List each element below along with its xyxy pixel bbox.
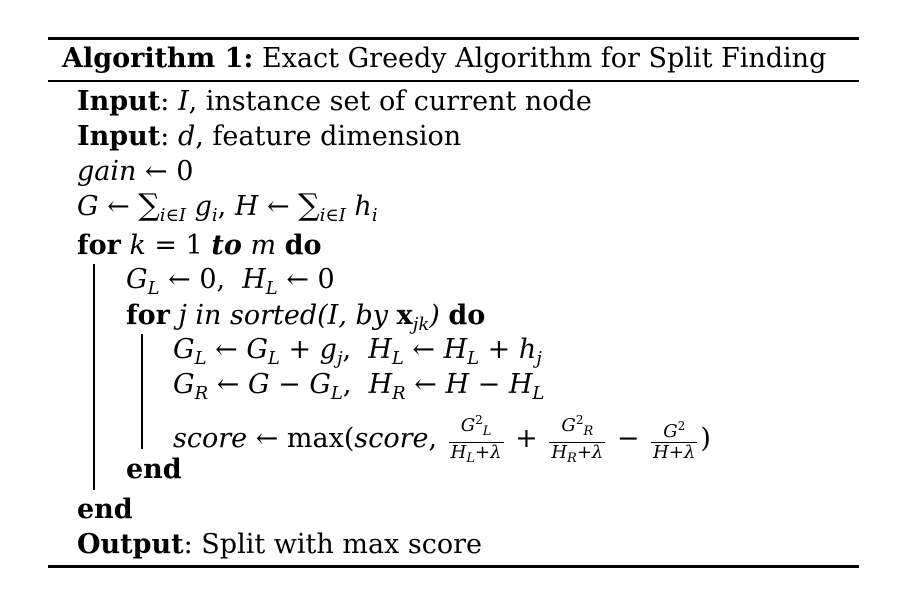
input-desc: , instance set of current node	[188, 86, 592, 117]
end-keyword: end	[126, 454, 182, 485]
algorithm-title: Exact Greedy Algorithm for Split Finding	[262, 43, 827, 74]
do-keyword: do	[448, 300, 486, 331]
x-vector: x	[396, 300, 413, 331]
outer-for-line: for k = 1 to m do	[77, 230, 322, 261]
fraction-right: $\frac{G^2_R}{H_R+\lambda}$	[549, 410, 605, 469]
score-line: score ← max(score, $\frac{G^2_L}{H_L+\lambda}$ + $\frac{G^2_R}{H_R+\lambda}$ − $\frac{G^2}{H+\lambda}$ )	[173, 410, 711, 469]
update-right-line: $G_R$ ← $G - G_L$, $H_R$ ← $H - H_L$	[173, 369, 545, 404]
bottom-rule	[48, 565, 859, 568]
inner-loop-bar	[141, 334, 143, 449]
gain-var: gain	[77, 156, 137, 187]
gh-init-line: G ← $\sum_{i\in I}$ $g_i$, H ← $\sum_{i\in I}$ $h_i$	[77, 188, 378, 226]
output-keyword: Output	[77, 529, 184, 560]
update-left-line: $G_L$ ← $G_L + g_j$, $H_L$ ← $H_L + h_j$	[173, 334, 542, 369]
inner-for-line: for j in sorted(I, by $x_{jk}$) do	[126, 300, 486, 335]
end-keyword: end	[77, 494, 133, 525]
fraction-left: $\frac{G^2_L}{H_L+\lambda}$	[449, 410, 504, 469]
gain-assign: ← 0	[136, 156, 194, 187]
to-keyword: to	[211, 230, 242, 261]
fraction-total: $\frac{G^2}{H+\lambda}$	[653, 419, 696, 463]
for-keyword: for	[126, 300, 170, 331]
caption-rule	[48, 80, 859, 82]
input-var: d	[177, 121, 196, 152]
outer-end-line	[77, 494, 133, 526]
gain-init-line	[77, 156, 193, 188]
upper-bound: m	[250, 230, 277, 261]
x-subscript: jk	[412, 314, 430, 335]
algorithm-label: Algorithm 1:	[62, 43, 254, 74]
reset-line: $G_L$ ← 0, $H_L$ ← 0	[126, 264, 335, 299]
inner-end-line	[126, 454, 182, 486]
for-keyword: for	[77, 230, 121, 261]
input-var: I	[177, 86, 189, 117]
input-keyword: Input	[77, 121, 161, 152]
input-keyword: Input	[77, 86, 161, 117]
do-keyword: do	[284, 230, 322, 261]
input-line-1: Input: I, instance set of current node	[77, 86, 592, 117]
output-desc: : Split with max score	[183, 529, 482, 560]
algorithm-caption	[62, 42, 826, 76]
input-line-2: Input: d, feature dimension	[77, 121, 462, 152]
output-line	[77, 529, 482, 561]
outer-loop-bar	[93, 264, 95, 490]
top-rule	[48, 37, 859, 40]
input-desc: , feature dimension	[195, 121, 462, 152]
